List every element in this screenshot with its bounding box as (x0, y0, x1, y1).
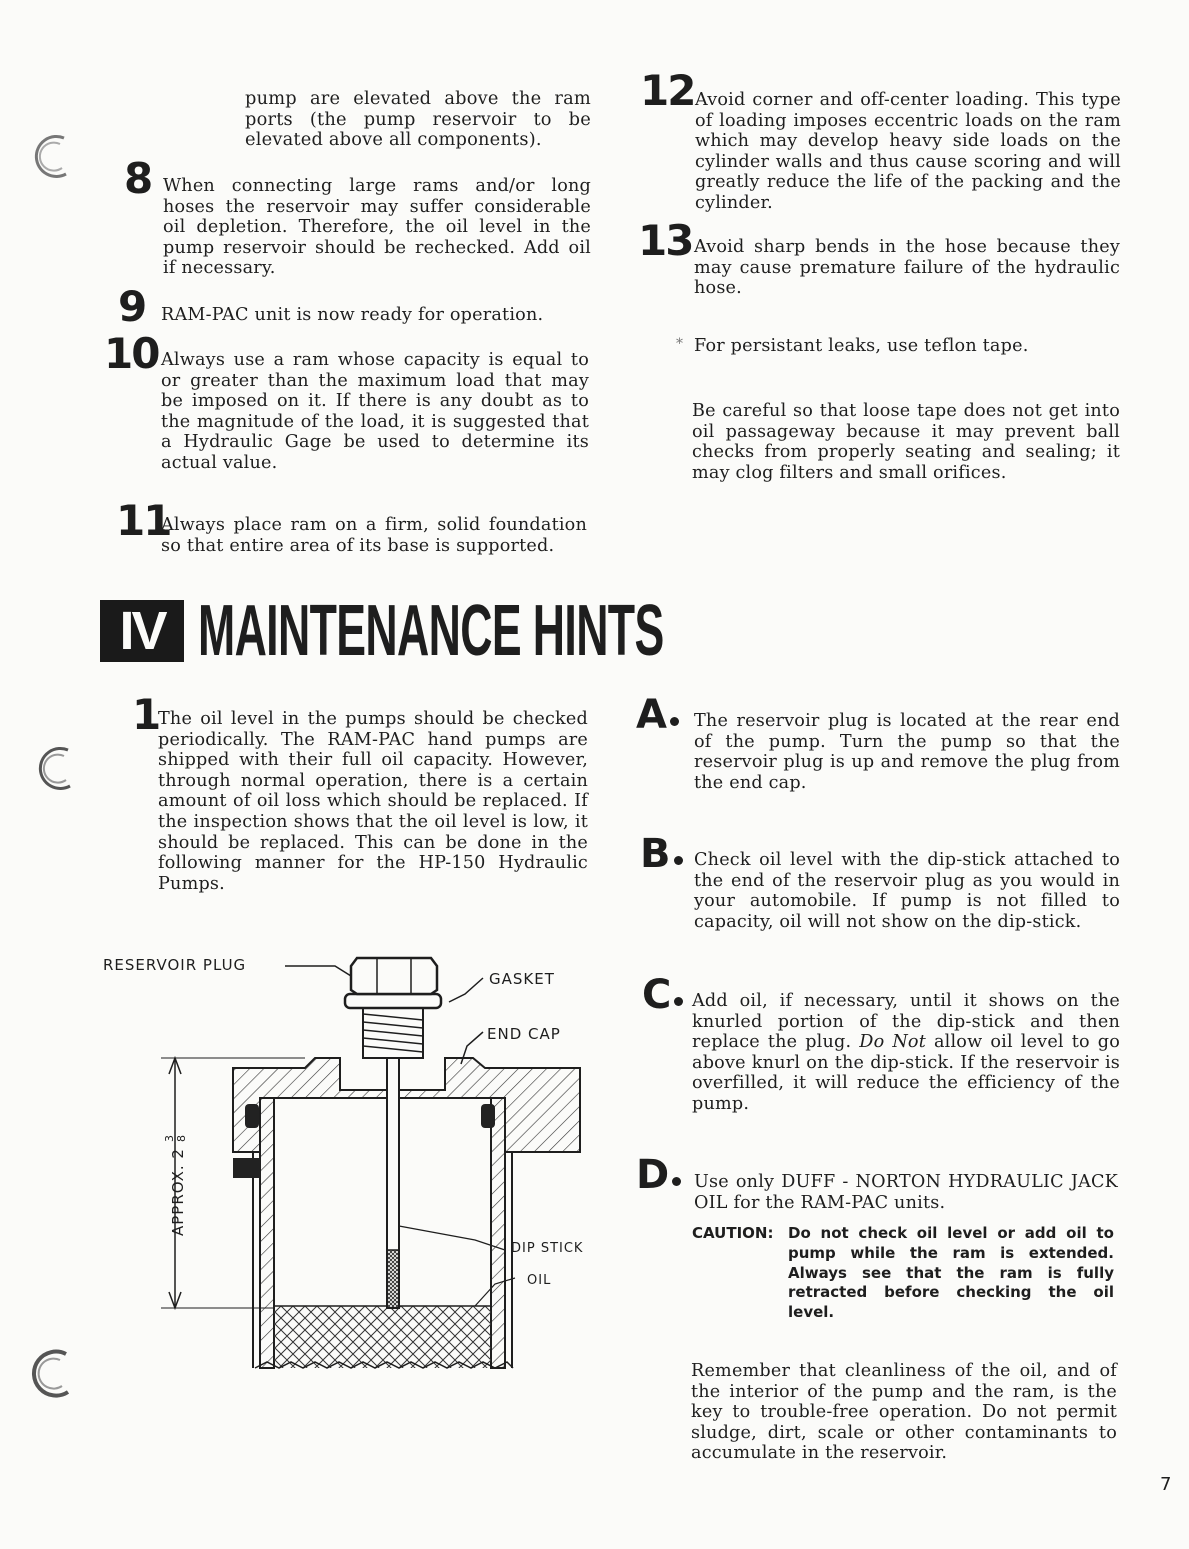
step-number: 8 (124, 154, 152, 203)
end-cap (233, 1058, 580, 1152)
item-text: Add oil, if necessary, until it shows on the knurled portion of the dip-stick and then replace the plug. Do Not allow oil level to go above knurl on the dip-stick. If the reservoir is overfilled, it will reduce the efficiency of the pump. (692, 991, 1121, 1114)
step-text: When connecting large rams and/or long hoses the reservoir may suffer considerable oil depletion. Therefore, the oil level in the pump reservoir should be rechecked. Add oil if necessary. (163, 176, 591, 279)
step-number: 11 (116, 496, 171, 545)
asterisk-note: For persistant leaks, use teflon tape. (694, 336, 1029, 356)
caution-text: Do not check oil level or add oil to pump while the ram is extended. Always see that the ram is fully retracted before checking the oil level. (788, 1224, 1114, 1322)
step-text: Always use a ram whose capacity is equal to or greater than the maximum load that may be imposed on it. If there is any doubt as to the magnitude of the load, it is suggested that a Hydraulic Gage be used to determine its actual value. (161, 350, 589, 473)
step-text: RAM-PAC unit is now ready for operation. (161, 305, 544, 325)
dimension-label: APPROX. 2 (169, 1148, 187, 1236)
cylinder-wall-right (491, 1098, 505, 1368)
binder-hole-bottom (24, 1346, 74, 1398)
gasket (345, 994, 441, 1008)
label-dip-stick: DIP STICK (511, 1241, 584, 1256)
step-text: Avoid corner and off-center loading. This type of loading imposes eccentric loads on the ram which may develop heavy side loads on the cylinder walls and thus cause scoring and will greatly reduce the life of the packing and the cylinder. (695, 90, 1121, 213)
dimension-fraction-denominator: 8 (175, 1134, 188, 1142)
pump-reservoir-diagram (95, 940, 615, 1380)
step-number: 10 (104, 329, 159, 378)
binder-hole-top (26, 130, 72, 180)
step-number: 1 (132, 690, 160, 739)
asterisk-symbol: * (676, 336, 683, 352)
item-text: Check oil level with the dip-stick attached to the end of the reservoir plug as you would in your automobile. If pump is not filled to capacity, oil will not show on the dip-stick. (694, 850, 1120, 932)
tape-caution: Be careful so that loose tape does not get into oil passageway because it may prevent ball checks from properly seating and sealing; it may clog filters and small orifices. (692, 401, 1120, 483)
step-text: Avoid sharp bends in the hose because they may cause premature failure of the hydraulic hose. (694, 237, 1120, 299)
binder-hole-middle (30, 742, 76, 792)
step-number: 13 (638, 216, 693, 265)
dimension-fraction-numerator: 3 (163, 1134, 176, 1142)
oil-fill (274, 1306, 491, 1368)
section-title: MAINTENANCE HINTS (198, 591, 664, 671)
label-reservoir-plug: RESERVOIR PLUG (103, 956, 247, 974)
label-end-cap: END CAP (487, 1025, 561, 1043)
item-letter-b: B (640, 834, 683, 874)
page-number: 7 (1160, 1474, 1172, 1495)
label-gasket: GASKET (489, 970, 555, 988)
item-text: Use only DUFF - NORTON HYDRAULIC JACK OIL for the RAM-PAC units. (694, 1172, 1118, 1213)
section-heading (100, 591, 949, 671)
seal-left (245, 1104, 259, 1128)
side-fitting (233, 1158, 260, 1178)
step-number: 9 (118, 282, 146, 331)
dip-stick-knurl (387, 1250, 399, 1308)
item-letter-d: D (636, 1155, 681, 1195)
section-roman-numeral: IV (100, 600, 184, 662)
seal-right (481, 1104, 495, 1128)
item-letter-c: C (642, 975, 683, 1015)
step-number: 12 (640, 66, 695, 115)
step-text: The oil level in the pumps should be checked periodically. The RAM-PAC hand pumps are shipped with their full oil capacity. However, through normal operation, there is a certain amount of oil loss which should be replaced. If the inspection shows that the oil level is low, it should be replaced. This can be done in the following manner for the HP-150 Hydraulic Pumps. (158, 709, 588, 894)
intro-continuation: pump are elevated above the ram ports (the pump reservoir to be elevated above all components). (245, 88, 591, 151)
label-oil: OIL (527, 1273, 552, 1288)
caution-label: CAUTION: (692, 1224, 774, 1242)
item-text: The reservoir plug is located at the rear end of the pump. Turn the pump so that the reservoir plug is up and remove the plug from the end cap. (694, 711, 1120, 793)
item-letter-a: A (636, 695, 679, 735)
step-text: Always place ram on a firm, solid foundation so that entire area of its base is supported. (161, 515, 587, 556)
cylinder-wall-left (260, 1098, 274, 1368)
reservoir-plug-head (351, 958, 437, 994)
closing-paragraph: Remember that cleanliness of the oil, and of the interior of the pump and the ram, is the key to trouble-free operation. Do not permit sludge, dirt, scale or other contaminants to accumulate in the reservoir. (691, 1361, 1117, 1464)
